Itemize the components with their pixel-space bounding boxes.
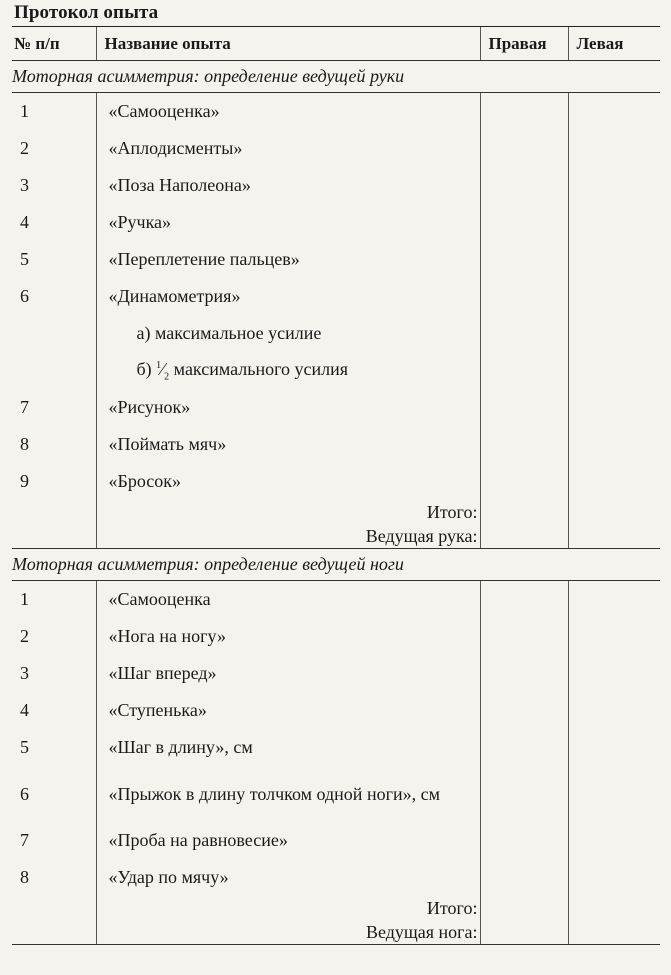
- cell-left[interactable]: [568, 352, 660, 389]
- cell-left[interactable]: [568, 618, 660, 655]
- row-name-prefix: б): [136, 358, 157, 379]
- row-num: 4: [20, 700, 29, 720]
- cell-left[interactable]: [568, 204, 660, 241]
- row-num: 5: [20, 249, 29, 269]
- row-name: «Ступенька»: [96, 692, 480, 729]
- cell-left[interactable]: [568, 655, 660, 692]
- table-header-row: [12, 27, 660, 61]
- table-row: [12, 93, 660, 131]
- row-num: 7: [20, 830, 29, 850]
- row-num: 2: [20, 626, 29, 646]
- cell-right[interactable]: [480, 389, 568, 426]
- leading-row: [12, 920, 660, 945]
- row-num: [12, 315, 96, 352]
- row-num: 7: [20, 397, 29, 417]
- table-row: [12, 278, 660, 315]
- total-num: [12, 500, 96, 524]
- cell-right[interactable]: [480, 315, 568, 352]
- total-label: Итого:: [96, 500, 480, 524]
- table-row: [12, 822, 660, 859]
- row-name: «Поймать мяч»: [96, 426, 480, 463]
- row-name: а) максимальное усилие: [96, 315, 480, 352]
- cell-right[interactable]: [480, 426, 568, 463]
- row-num: 8: [20, 434, 29, 454]
- total-left[interactable]: [568, 896, 660, 920]
- table-row: [12, 352, 660, 389]
- table-row: [12, 241, 660, 278]
- row-num: 5: [20, 737, 29, 757]
- cell-left[interactable]: [568, 389, 660, 426]
- row-name-suffix: максимального усилия: [169, 358, 349, 379]
- row-name: «Нога на ногу»: [96, 618, 480, 655]
- cell-left[interactable]: [568, 822, 660, 859]
- section-hand-title: Моторная асимметрия: определение ведущей руки: [12, 61, 660, 93]
- cell-right[interactable]: [480, 766, 568, 822]
- cell-left[interactable]: [568, 241, 660, 278]
- total-row: [12, 896, 660, 920]
- row-num: 1: [20, 589, 29, 609]
- cell-left[interactable]: [568, 130, 660, 167]
- row-name: «Прыжок в длину толчком одной ноги», см: [96, 766, 480, 822]
- table-row: [12, 692, 660, 729]
- table-row: [12, 655, 660, 692]
- cell-left[interactable]: [568, 859, 660, 896]
- cell-left[interactable]: [568, 278, 660, 315]
- cell-right[interactable]: [480, 859, 568, 896]
- row-num: 1: [20, 101, 29, 121]
- table-row: [12, 315, 660, 352]
- section-hand: [12, 61, 660, 93]
- leading-right[interactable]: [480, 524, 568, 549]
- cell-right[interactable]: [480, 352, 568, 389]
- table-row: [12, 463, 660, 500]
- leading-hand-label: Ведущая рука:: [96, 524, 480, 549]
- cell-right[interactable]: [480, 93, 568, 131]
- row-name: «Бросок»: [96, 463, 480, 500]
- row-name: «Самооценка»: [96, 93, 480, 131]
- row-num: 6: [20, 286, 29, 306]
- cell-right[interactable]: [480, 167, 568, 204]
- leading-leg-label: Ведущая нога:: [96, 920, 480, 945]
- row-num: 2: [20, 138, 29, 158]
- cell-right[interactable]: [480, 130, 568, 167]
- row-name: «Переплетение пальцев»: [96, 241, 480, 278]
- leading-row: [12, 524, 660, 549]
- row-name: б) $^1⁄_2$ максимального усилия: [96, 352, 480, 389]
- row-name: «Шаг в длину», см: [96, 729, 480, 766]
- cell-left[interactable]: [568, 426, 660, 463]
- cell-left[interactable]: [568, 581, 660, 619]
- cell-right[interactable]: [480, 618, 568, 655]
- row-name: «Аплодисменты»: [96, 130, 480, 167]
- table-row: [12, 426, 660, 463]
- section-leg-title: Моторная асимметрия: определение ведущей ноги: [12, 549, 660, 581]
- header-name: Название опыта: [96, 27, 480, 61]
- cell-right[interactable]: [480, 204, 568, 241]
- cell-left[interactable]: [568, 766, 660, 822]
- leading-num: [12, 524, 96, 549]
- protocol-table: [12, 26, 660, 945]
- total-right[interactable]: [480, 896, 568, 920]
- total-row: [12, 500, 660, 524]
- cell-right[interactable]: [480, 278, 568, 315]
- row-num: 3: [20, 663, 29, 683]
- row-num: 4: [20, 212, 29, 232]
- table-row: [12, 389, 660, 426]
- table-row: [12, 204, 660, 241]
- table-row: [12, 581, 660, 619]
- row-name: «Шаг вперед»: [96, 655, 480, 692]
- row-name: «Ручка»: [96, 204, 480, 241]
- row-name: «Динамометрия»: [96, 278, 480, 315]
- row-name: «Поза Наполеона»: [96, 167, 480, 204]
- total-label: Итого:: [96, 896, 480, 920]
- table-row: [12, 766, 660, 822]
- leading-left[interactable]: [568, 920, 660, 945]
- total-num: [12, 896, 96, 920]
- leading-right[interactable]: [480, 920, 568, 945]
- fraction-numerator: 1: [156, 359, 162, 371]
- cell-right[interactable]: [480, 581, 568, 619]
- table-row: [12, 859, 660, 896]
- header-num: № п/п: [12, 27, 96, 61]
- cell-right[interactable]: [480, 463, 568, 500]
- leading-left[interactable]: [568, 524, 660, 549]
- cell-left[interactable]: [568, 167, 660, 204]
- row-name: «Удар по мячу»: [96, 859, 480, 896]
- leading-num: [12, 920, 96, 945]
- section-leg: [12, 549, 660, 581]
- row-num: 3: [20, 175, 29, 195]
- cell-left[interactable]: [568, 315, 660, 352]
- page-title: Протокол опыта: [14, 2, 159, 23]
- header-right: Правая: [480, 27, 568, 61]
- row-name: «Проба на равновесие»: [96, 822, 480, 859]
- header-left: Левая: [568, 27, 660, 61]
- cell-right[interactable]: [480, 655, 568, 692]
- fraction-denominator: 2: [164, 371, 170, 383]
- total-right[interactable]: [480, 500, 568, 524]
- row-name: «Рисунок»: [96, 389, 480, 426]
- row-num: 6: [20, 783, 29, 804]
- cell-left[interactable]: [568, 93, 660, 131]
- row-num: 9: [20, 471, 29, 491]
- cell-left[interactable]: [568, 463, 660, 500]
- table-row: [12, 729, 660, 766]
- table-row: [12, 167, 660, 204]
- cell-right[interactable]: [480, 241, 568, 278]
- row-name: «Самооценка: [96, 581, 480, 619]
- cell-right[interactable]: [480, 729, 568, 766]
- cell-left[interactable]: [568, 729, 660, 766]
- cell-left[interactable]: [568, 692, 660, 729]
- cell-right[interactable]: [480, 822, 568, 859]
- table-row: [12, 618, 660, 655]
- cell-right[interactable]: [480, 692, 568, 729]
- table-row: [12, 130, 660, 167]
- row-num: [12, 352, 96, 389]
- total-left[interactable]: [568, 500, 660, 524]
- row-num: 8: [20, 867, 29, 887]
